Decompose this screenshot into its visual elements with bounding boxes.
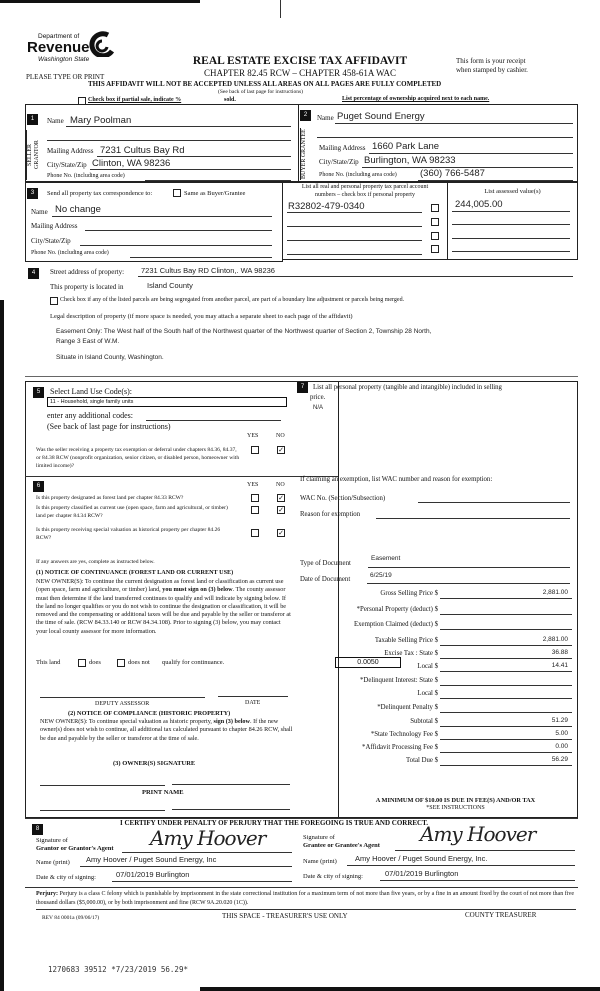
form-chapter: CHAPTER 82.45 RCW – CHAPTER 458-61A WAC xyxy=(204,68,396,78)
seller-name-label: Name xyxy=(47,117,64,125)
tax-line-label: Taxable Selling Price $ xyxy=(374,637,438,644)
personal-property-label: List all personal property (tangible and intangible) included in selling xyxy=(313,384,502,391)
section-number: 5 xyxy=(33,387,44,398)
land-use-code-select[interactable]: 11 - Household, single family units xyxy=(47,397,287,407)
tax-line-value[interactable]: 51.29 xyxy=(551,717,568,724)
if-yes-note: If any answers are yes, complete as instructed below. xyxy=(36,559,155,565)
tax-line-underline xyxy=(440,712,572,713)
tax-line-underline xyxy=(440,629,572,630)
logo-text: Washington State xyxy=(38,56,90,63)
correspondence-label: Send all property tax correspondence to: xyxy=(47,190,153,197)
q-yes-checkbox[interactable] xyxy=(251,506,259,514)
tax-line-underline xyxy=(440,598,572,599)
tax-line-underline xyxy=(440,645,572,646)
doc-type-field[interactable]: Easement xyxy=(371,555,401,562)
corr-city-label: City/State/Zip xyxy=(31,237,71,245)
treasurer-space-label: THIS SPACE - TREASURER'S USE ONLY xyxy=(222,912,348,920)
tax-line-underline xyxy=(440,765,572,766)
cashier-stamp: 1270683 39512 *7/23/2019 56.29* xyxy=(48,965,188,974)
legal-description[interactable]: Easement Only: The West half of the South half of the Northwest quarter of the Northwest quarter of Section 2, Township 28 North, xyxy=(56,328,432,335)
parcel-header: numbers – check box if personal property xyxy=(315,192,415,198)
tax-line-underline xyxy=(440,658,572,659)
grantor-date-field[interactable]: 07/01/2019 Burlington xyxy=(116,870,190,879)
buyer-mail-field[interactable]: 1660 Park Lane xyxy=(372,141,440,152)
tax-line-label: *Personal Property (deduct) $ xyxy=(356,606,438,613)
notice-compliance-text xyxy=(40,718,296,743)
please-type: PLEASE TYPE OR PRINT xyxy=(26,73,105,81)
see-back-label: (See back of last page for instructions) xyxy=(47,422,171,431)
notice-text: NEW OWNER(S): To continue the current designation as forest land or classification as current use (open space, farm and agriculture, or timber) land, xyxy=(36,578,284,594)
personal-property-checkbox[interactable] xyxy=(431,245,439,253)
q-yes-checkbox[interactable] xyxy=(251,529,259,537)
local-rate-field[interactable]: 0.0050 xyxy=(335,657,401,668)
buyer-city-field[interactable]: Burlington, WA 98233 xyxy=(364,155,456,166)
see-instructions-note: *SEE INSTRUCTIONS xyxy=(426,805,485,811)
segregated-label: Check box if any of the listed parcels are being segregated from another parcel, are part of a boundary line adjustment or parcels being merged. xyxy=(60,297,405,303)
section-number: 6 xyxy=(33,481,44,492)
tax-line-underline xyxy=(440,685,572,686)
tax-line-label: Local $ xyxy=(417,663,438,670)
doc-type-label: Type of Document xyxy=(300,560,351,567)
q-yes-checkbox[interactable] xyxy=(251,494,259,502)
section-number: 4 xyxy=(28,268,39,279)
does-checkbox[interactable] xyxy=(78,659,86,667)
does-not-checkbox[interactable] xyxy=(117,659,125,667)
section-number: 7 xyxy=(297,382,308,393)
section-number: 2 xyxy=(300,110,311,121)
buyer-mail-label: Mailing Address xyxy=(319,144,366,152)
warning-text: THIS AFFIDAVIT WILL NOT BE ACCEPTED UNLESS ALL AREAS ON ALL PAGES ARE FULLY COMPLETED xyxy=(88,80,442,88)
notice-compliance-title: (2) NOTICE OF COMPLIANCE (HISTORIC PROPERTY) xyxy=(68,710,231,717)
corr-mail-label: Mailing Address xyxy=(31,222,78,230)
buyer-name-label: Name xyxy=(317,114,334,122)
tax-line-value[interactable]: 5.00 xyxy=(555,730,568,737)
no-header: NO xyxy=(276,433,285,439)
segregated-checkbox[interactable] xyxy=(50,297,58,305)
personal-property-checkbox[interactable] xyxy=(431,218,439,226)
notice-text: NEW OWNER(S): To continue special valuation as historic property, xyxy=(40,718,212,725)
partial-sale-label: Check box if partial sale, indicate % xyxy=(88,97,182,103)
deputy-assessor-label: DEPUTY ASSESSOR xyxy=(95,701,150,707)
tax-line-underline xyxy=(440,752,572,753)
corr-phone-label: Phone No. (including area code) xyxy=(31,250,109,256)
tax-line-label: *Delinquent Interest: State $ xyxy=(360,677,438,684)
form-revision: REV 84 0001a (09/06/17) xyxy=(42,915,100,921)
tax-line-underline xyxy=(440,698,572,699)
tax-line-value[interactable]: 14.41 xyxy=(551,662,568,669)
personal-property-checkbox[interactable] xyxy=(431,232,439,240)
this-land-label: This land xyxy=(36,659,61,666)
county-treasurer-label: COUNTY TREASURER xyxy=(465,911,537,919)
scan-edge-top xyxy=(0,0,200,3)
tax-line-label: Exemption Claimed (deduct) $ xyxy=(354,621,438,628)
notice-bold: sign (3) below xyxy=(213,718,250,725)
doc-date-label: Date of Document xyxy=(300,576,351,583)
perjury-text: Perjury is a class C felony which is punishable by imprisonment in the state correctional institution for a maximum term of not more than five years, or by a fine in an amount fixed by the court of not more than five thousand dollars ($5,000.00), or by both imprisonment and fine (RCW 9A.20.020 (1C)). xyxy=(36,891,575,906)
notice-bold: you must sign on (3) below xyxy=(162,586,233,594)
located-label: This property is located in xyxy=(50,283,124,291)
tax-line-value[interactable]: 36.88 xyxy=(551,649,568,656)
section-number: 1 xyxy=(27,114,38,125)
minimum-due-note: A MINIMUM OF $10.00 IS DUE IN FEE(S) AND/OR TAX xyxy=(375,797,536,804)
name-print-label: Name (print) xyxy=(36,859,70,866)
section-number: 8 xyxy=(32,824,43,835)
does-not-label: does not xyxy=(128,659,150,666)
forest-land-question: Is this property designated as forest land per chapter 84.33 RCW? xyxy=(36,495,184,501)
receipt-note: This form is your receipt xyxy=(456,57,526,65)
tax-line-label: Excise Tax : State $ xyxy=(384,650,438,657)
perjury-bold: Perjury: xyxy=(36,891,58,897)
grantor-name-field[interactable]: Amy Hoover / Puget Sound Energy, Inc xyxy=(86,855,217,864)
legal-description[interactable]: Range 3 East of W.M. xyxy=(56,338,120,345)
parcel-number-field[interactable]: R32802-479-0340 xyxy=(288,201,365,212)
seller-section xyxy=(25,104,299,182)
seller-name-field[interactable]: Mary Poolman xyxy=(70,115,132,126)
q-no-checkbox-checked[interactable]: ✓ xyxy=(278,446,284,454)
tax-line-label: Total Due $ xyxy=(406,757,438,764)
grantor-sig-label: Signature of xyxy=(36,837,68,844)
grantee-signature[interactable]: Amy Hoover xyxy=(420,822,536,846)
grantor-sig-label: Grantor or Grantor's Agent xyxy=(36,845,114,852)
exemption-question: Was the seller receiving a property tax exemption or deferral under chapters 84.36, 84.37, or 84.38 RCW (nonprofit organization, senior citizen, or disabled person, homeowner with limited income)? xyxy=(36,447,240,469)
perjury-notice xyxy=(36,890,576,908)
section-number: 3 xyxy=(27,188,38,199)
does-label: does xyxy=(89,659,101,666)
same-as-buyer-label: Same as Buyer/Grantee xyxy=(184,190,246,197)
notice-continuance-text xyxy=(36,578,292,636)
same-as-buyer-checkbox[interactable] xyxy=(173,189,181,197)
print-name-label: PRINT NAME xyxy=(142,789,184,796)
scan-edge-left xyxy=(0,300,4,991)
yes-header: YES xyxy=(247,482,259,488)
dor-logo-icon xyxy=(88,31,116,57)
grantee-sig-label: Signature of xyxy=(303,834,335,841)
fold-mark xyxy=(280,0,281,18)
receipt-note: when stamped by cashier. xyxy=(456,66,528,74)
tax-line-value[interactable]: 2,881.00 xyxy=(542,589,568,596)
exemption-label: If claiming an exemption, list WAC number and reason for exemption: xyxy=(300,476,493,483)
q-yes-checkbox[interactable] xyxy=(251,446,259,454)
q-no-checkbox-checked[interactable]: ✓ xyxy=(278,506,284,514)
see-back-note: (See back of last page for instructions) xyxy=(218,89,303,95)
tax-line-underline xyxy=(440,739,572,740)
seller-phone-label: Phone No. (including area code) xyxy=(47,173,125,179)
personal-property-checkbox[interactable] xyxy=(431,204,439,212)
tax-line-value[interactable]: 56.29 xyxy=(551,756,568,763)
reason-label: Reason for exemption xyxy=(300,511,361,518)
seller-city-label: City/State/Zip xyxy=(47,161,87,169)
tax-line-label: Local $ xyxy=(417,690,438,697)
tax-line-underline xyxy=(440,671,572,672)
assessed-value-field[interactable]: 244,005.00 xyxy=(455,199,503,210)
date-city-label: Date & city of signing: xyxy=(303,873,363,880)
seller-side-label: SELLER GRANTOR xyxy=(26,130,40,180)
tax-line-label: *Delinquent Penalty $ xyxy=(377,704,438,711)
notice-text: . The county assessor must then determine if the land transferred continues to qualify and will indicate by signing below. If the land no longer qualifies or you do not wish to continue the designation or classification, it will be removed and the compensating or additional taxes will be due and payable by the seller or transferor at the time of sale. (RCW 84.33.140 or RCW 84.34.108). Prior to signing (3) below, you may contact your local county assessor for more information. xyxy=(36,586,291,635)
current-use-question: Is this property classified as current use (open space, farm and agricultural, or timber) land per chapter 84.34 RCW? xyxy=(36,505,228,519)
tax-line-label: Gross Selling Price $ xyxy=(380,590,438,597)
seller-mail-label: Mailing Address xyxy=(47,147,94,155)
date-city-label: Date & city of signing: xyxy=(36,874,96,881)
buyer-phone-field[interactable]: (360) 766-5487 xyxy=(420,168,485,179)
personal-property-label: price. xyxy=(310,394,326,401)
no-header: NO xyxy=(276,482,285,488)
logo-text: Department of xyxy=(38,33,80,40)
additional-codes-label: enter any additional codes: xyxy=(47,411,133,420)
q-no-checkbox-checked[interactable]: ✓ xyxy=(278,494,284,502)
grantor-signature[interactable]: Amy Hoover xyxy=(150,826,266,850)
land-use-label: Select Land Use Code(s): xyxy=(50,387,132,396)
parcel-header: List all real and personal property tax parcel account xyxy=(301,184,429,190)
wac-label: WAC No. (Section/Subsection) xyxy=(300,495,386,502)
seller-city-field[interactable]: Clinton, WA 98236 xyxy=(92,158,171,169)
q-no-checkbox-checked[interactable]: ✓ xyxy=(278,529,284,537)
tax-line-label: *State Technology Fee $ xyxy=(370,731,438,738)
tax-line-label: Subtotal $ xyxy=(410,718,438,725)
logo-text: Revenue xyxy=(27,39,90,56)
ownership-note: List percentage of ownership acquired next to each name. xyxy=(342,96,490,102)
assessed-header: List assessed value(s) xyxy=(484,188,541,195)
street-label: Street address of property: xyxy=(50,268,125,276)
grantee-sig-label: Grantee or Grantee's Agent xyxy=(303,842,380,849)
seller-mail-field[interactable]: 7231 Cultus Bay Rd xyxy=(100,145,185,156)
county-field[interactable]: Island County xyxy=(147,281,193,290)
doc-date-field[interactable]: 6/25/19 xyxy=(370,572,392,579)
name-print-label: Name (print) xyxy=(303,858,337,865)
tax-line-value[interactable]: 2,881.00 xyxy=(542,636,568,643)
form-title: REAL ESTATE EXCISE TAX AFFIDAVIT xyxy=(192,55,408,67)
corr-name-field[interactable]: No change xyxy=(55,204,101,215)
street-field[interactable]: 7231 Cultus Bay RD Clinton,. WA 98236 xyxy=(141,266,275,275)
legal-description[interactable]: Situate in Island County, Washington. xyxy=(56,354,164,361)
notice-text: . If the new owner(s) does not wish to continue, all additional tax calculated pursuant to chapter 84.26 RCW, shall be due and payable by the seller or transferor at the time of sale. xyxy=(40,718,293,742)
tax-line-underline xyxy=(440,726,572,727)
buyer-phone-label: Phone No. (including area code) xyxy=(319,172,397,178)
scan-edge-bottom xyxy=(200,987,600,991)
buyer-name-field[interactable]: Puget Sound Energy xyxy=(337,111,425,122)
grantee-name-field[interactable]: Amy Hoover / Puget Sound Energy, Inc. xyxy=(355,854,488,863)
sold-label: sold. xyxy=(224,97,236,103)
grantee-date-field[interactable]: 07/01/2019 Burlington xyxy=(385,869,459,878)
date-label: DATE xyxy=(245,700,261,706)
qualify-label: qualify for continuance. xyxy=(162,659,225,666)
corr-name-label: Name xyxy=(31,208,48,216)
historical-question: Is this property receiving special valuation as historical property per chapter 84.26 RCW? xyxy=(36,527,221,541)
yes-header: YES xyxy=(247,433,259,439)
notice-continuance-title: (1) NOTICE OF CONTINUANCE (FOREST LAND OR CURRENT USE) xyxy=(36,569,234,576)
tax-line-value[interactable]: 0.00 xyxy=(555,743,568,750)
buyer-side-label: BUYER GRANTEE xyxy=(300,128,314,180)
legal-label: Legal description of property (if more space is needed, you may attach a separate sheet to each page of the affidavit) xyxy=(50,313,353,320)
buyer-city-label: City/State/Zip xyxy=(319,158,359,166)
tax-line-label: *Affidavit Processing Fee $ xyxy=(362,744,438,751)
certify-statement: I CERTIFY UNDER PENALTY OF PERJURY THAT THE FOREGOING IS TRUE AND CORRECT. xyxy=(120,819,429,827)
personal-property-field[interactable]: N/A xyxy=(313,405,324,411)
owner-signature-title: (3) OWNER(S) SIGNATURE xyxy=(113,760,196,767)
tax-line-underline xyxy=(440,614,572,615)
